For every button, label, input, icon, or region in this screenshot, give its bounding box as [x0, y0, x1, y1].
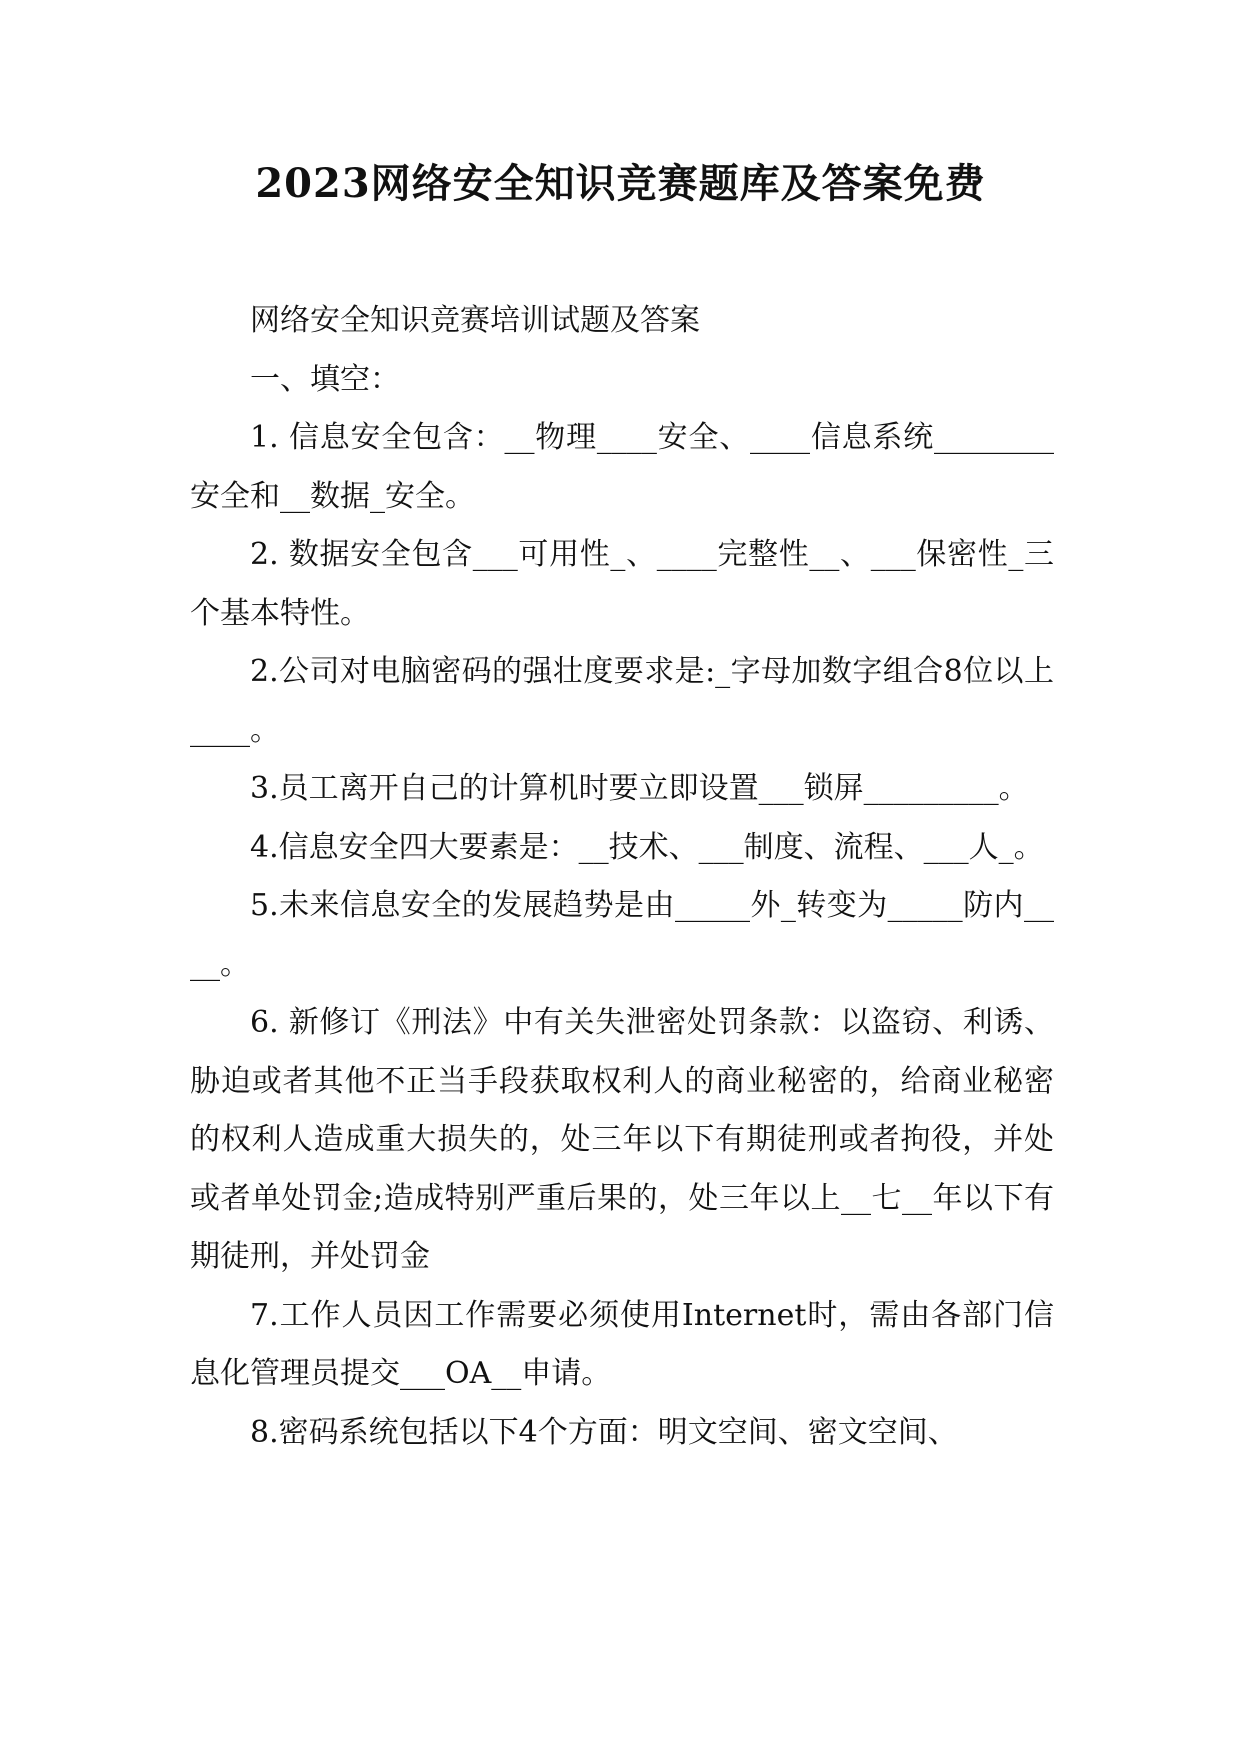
question-paragraph: 5.未来信息安全的发展趋势是由_____外_转变为_____防内____。	[190, 888, 1054, 982]
question-paragraph: 6. 新修订《刑法》中有关失泄密处罚条款：以盗窃、利诱、胁迫或者其他不正当手段获取权利人的商业秘密的，给商业秘密的权利人造成重大损失的，处三年以下有期徒刑或者拘役，并处或者单处罚金;造成特别严重后果的，处三年以上__七__年以下有期徒刑，并处罚金	[190, 1005, 1054, 1274]
section-heading: 网络安全知识竞赛培训试题及答案	[250, 303, 700, 338]
question-paragraph: 4.信息安全四大要素是：__技术、___制度、流程、___人_。	[250, 829, 1044, 865]
question-paragraph: 1. 信息安全包含：__物理____安全、____信息系统________安全和__数据_安全。	[190, 420, 1054, 514]
question-paragraph: 2. 数据安全包含___可用性_、____完整性__、___保密性_三个基本特性。	[190, 537, 1054, 631]
question-paragraph: 2.公司对电脑密码的强壮度要求是:_字母加数字组合8位以上____。	[190, 654, 1054, 748]
question-paragraph: 8.密码系统包括以下4个方面：明文空间、密文空间、	[250, 1414, 958, 1450]
document-title: 2023网络安全知识竞赛题库及答案免费	[255, 160, 986, 207]
question-paragraph: 3.员工离开自己的计算机时要立即设置___锁屏_________。	[250, 771, 1029, 806]
document-body	[190, 292, 1054, 1462]
part-heading: 一、填空：	[250, 361, 400, 397]
question-paragraph: 7.工作人员因工作需要必须使用Internet时，需由各部门信息化管理员提交___OA__申请。	[190, 1297, 1054, 1391]
